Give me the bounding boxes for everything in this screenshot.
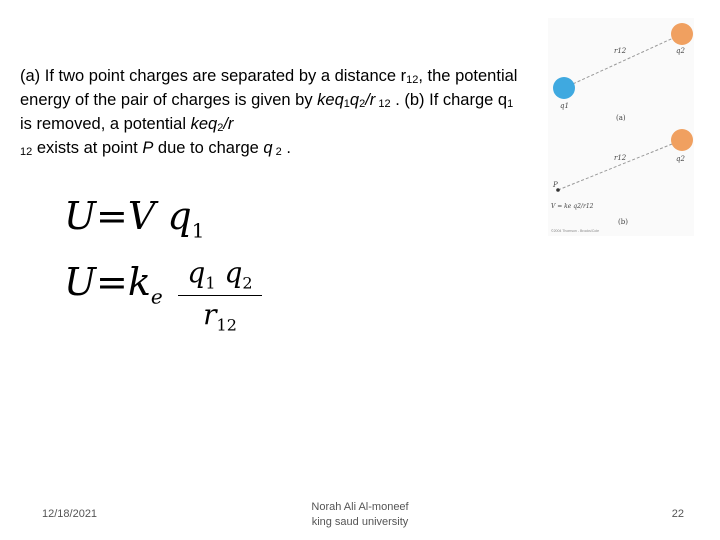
point-charges-figure xyxy=(548,18,694,236)
label-part-a: (a) xyxy=(616,114,626,122)
footer-page-number: 22 xyxy=(671,508,684,520)
footer-author-name: Norah Ali Al-moneef xyxy=(311,501,409,513)
label-potential-formula: V = ke q2/r12 xyxy=(551,203,594,210)
equation-fraction xyxy=(178,256,262,334)
charge-q1-sphere xyxy=(553,77,575,99)
label-q2-b: q2 xyxy=(676,155,685,163)
equation-potential-energy-coulomb: $U=k_e$ xyxy=(64,260,163,309)
footer-author-affiliation: king saud university xyxy=(311,516,409,528)
label-q1: q1 xyxy=(560,102,569,110)
label-r12-a: r12 xyxy=(614,47,627,55)
fraction-numerator: $q_1$ $q_2$ xyxy=(178,256,262,296)
equation-potential-energy-vq: U=V $q_1$ xyxy=(64,194,205,243)
footer-author xyxy=(290,500,430,530)
charge-q2-sphere-a xyxy=(671,23,693,45)
label-part-b: (b) xyxy=(618,218,628,226)
footer-date: 12/18/2021 xyxy=(42,508,98,520)
label-point-p: P xyxy=(553,181,558,189)
paragraph-text: (a) If two point charges are separated by a distance $r_{12}$, the potential energy of the pair of charges is given by $keq_1q_2/r$ $_{12}$ . (b) If charge $q_1$ is removed, a potential keq$_2$/r $_{12}$ exists at point P due to charge q $_2$ . xyxy=(20,67,518,158)
figure-copyright: ©2004 Thomson - Brooks/Cole xyxy=(551,229,600,233)
label-q2-a: q2 xyxy=(676,47,685,55)
fraction-denominator: $r_{12}$ xyxy=(203,297,237,335)
charge-q2-sphere-b xyxy=(671,129,693,151)
label-r12-b: r12 xyxy=(614,154,627,162)
